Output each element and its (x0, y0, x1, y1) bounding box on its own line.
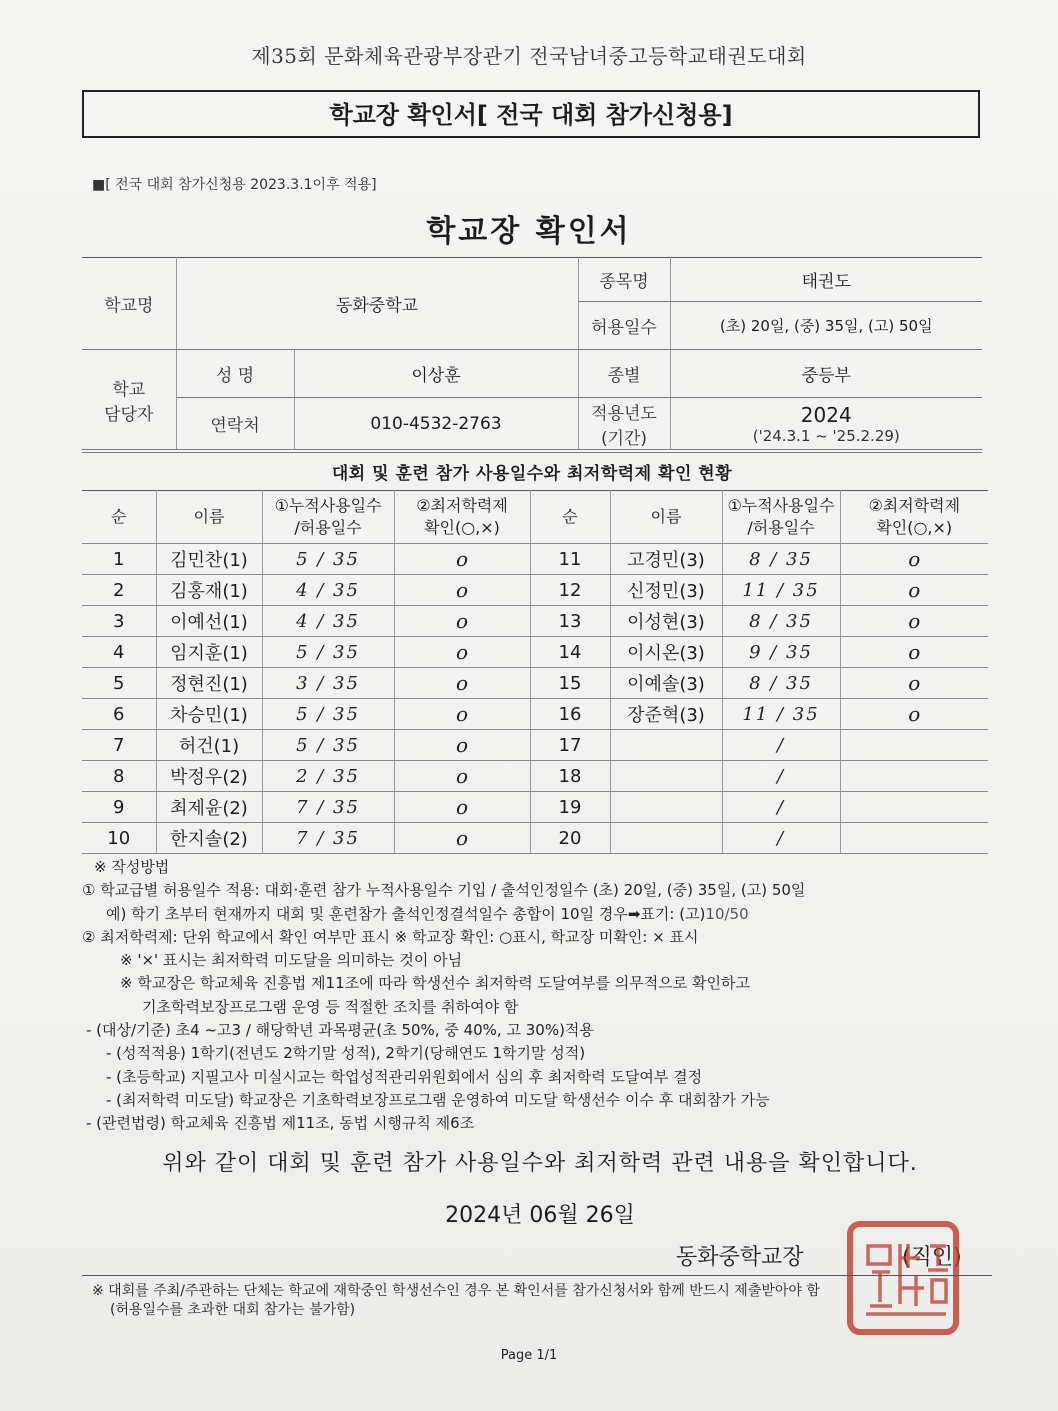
row-no-2: 12 (530, 575, 610, 606)
manager-label (82, 350, 176, 450)
col-check-line1: ②최저학력제 (416, 496, 508, 515)
row-days-2: / (722, 823, 840, 854)
check-mark: o (908, 609, 921, 633)
row-check-2 (840, 761, 988, 792)
confirm-date: 2024년 06월 26일 (445, 1203, 635, 1228)
col-check-2-line2: 확인(○,×) (876, 518, 953, 537)
col-check (394, 491, 530, 544)
row-days-2: / (722, 761, 840, 792)
row-check-2 (840, 544, 988, 575)
row-name: 박정우(2) (156, 761, 262, 792)
row-check (394, 761, 530, 792)
row-no: 6 (82, 699, 156, 730)
row-check-2 (840, 606, 988, 637)
method-line-11: - (관련법령) 학교체육 진흥법 제11조, 동법 시행규칙 제6조 (86, 1114, 475, 1133)
method-heading: ※ 작성방법 (94, 858, 170, 876)
row-check-2 (840, 823, 988, 854)
col-days-line2: /허용일수 (294, 518, 362, 537)
row-name: 최제윤(2) (156, 792, 262, 823)
row-no-2: 15 (530, 668, 610, 699)
check-mark: o (908, 547, 921, 571)
row-check-2 (840, 699, 988, 730)
col-name: 이름 (156, 491, 262, 544)
row-check-2 (840, 668, 988, 699)
box-title: 학교장 확인서[ 전국 대회 참가신청용] (82, 90, 980, 138)
check-mark: o (455, 609, 469, 633)
check-mark: o (908, 640, 921, 664)
name-value: 이상훈 (294, 350, 578, 398)
row-no: 8 (82, 761, 156, 792)
row-days-2: / (722, 792, 840, 823)
row-no-2: 19 (530, 792, 610, 823)
contact-label: 연락처 (176, 398, 294, 450)
row-days: 5 / 35 (262, 637, 394, 668)
row-check-2 (840, 575, 988, 606)
writing-method (82, 856, 982, 1136)
roster-table (82, 490, 988, 854)
row-days: 4 / 35 (262, 575, 394, 606)
table-row (82, 575, 988, 606)
method-line-8: - (성적적용) 1학기(전년도 2학기말 성적), 2학기(당해연도 1학기말 성적) (106, 1044, 586, 1063)
method-line-2-example: 10/50 (705, 904, 749, 923)
method-line-9: - (초등학교) 지필고사 미실시교는 학업성적관리위원회에서 심의 후 최저학력 도달여부 결정 (106, 1067, 703, 1086)
row-days: 7 / 35 (262, 792, 394, 823)
school-seal-stamp (842, 1218, 964, 1338)
row-name: 이예선(1) (156, 606, 262, 637)
check-mark: o (455, 733, 469, 757)
col-check-2-line1: ②최저학력제 (868, 496, 961, 515)
division-label: 종별 (578, 350, 670, 398)
row-no: 7 (82, 730, 156, 761)
method-line-5: ※ 학교장은 학교체육 진흥법 제11조에 따라 학생선수 최저학력 도달여부를 의무적으로 확인하고 (120, 974, 750, 993)
row-check (394, 730, 530, 761)
check-mark: o (455, 671, 469, 695)
year-label-line2: (기간) (600, 428, 648, 449)
row-name-2: 고경민(3) (610, 544, 722, 575)
check-mark: o (908, 702, 921, 726)
col-no-2: 순 (530, 491, 610, 544)
method-line-7: - (대상/기준) 초4 ~고3 / 해당학년 과목평균(초 50%, 중 40%, 고 30%)적용 (86, 1021, 594, 1040)
row-no: 9 (82, 792, 156, 823)
row-check-2 (840, 792, 988, 823)
row-days: 5 / 35 (262, 730, 394, 761)
row-check (394, 637, 530, 668)
row-no: 3 (82, 606, 156, 637)
check-mark: o (455, 547, 469, 571)
check-mark: o (455, 578, 469, 602)
row-name: 임지훈(1) (156, 637, 262, 668)
school-info-table (82, 257, 982, 450)
table-row (82, 637, 988, 668)
row-no-2: 13 (530, 606, 610, 637)
sport-value: 태권도 (670, 258, 982, 302)
row-days-2: 11 / 35 (722, 575, 840, 606)
apply-note: ■[ 전국 대회 참가신청용 2023.3.1이후 적용] (92, 177, 377, 193)
period-value: ('24.3.1 ~ '25.2.29) (752, 426, 900, 445)
check-mark: o (455, 702, 469, 726)
row-name: 허건(1) (156, 730, 262, 761)
row-name: 김민찬(1) (156, 544, 262, 575)
row-name: 차승민(1) (156, 699, 262, 730)
sport-label: 종목명 (578, 258, 670, 302)
row-name: 김홍재(1) (156, 575, 262, 606)
table-row (82, 761, 988, 792)
school-label: 학교명 (82, 258, 176, 350)
row-check (394, 823, 530, 854)
table-row (82, 823, 988, 854)
method-line-6: 기초학력보장프로그램 운영 등 적절한 조치를 취하여야 함 (142, 997, 519, 1016)
row-days: 2 / 35 (262, 761, 394, 792)
confirm-statement: 위와 같이 대회 및 훈련 참가 사용일수와 최저학력 관련 내용을 확인합니다. (162, 1151, 918, 1176)
seal-label: (직인) (902, 1245, 962, 1270)
row-no-2: 16 (530, 699, 610, 730)
row-no-2: 20 (530, 823, 610, 854)
row-no: 4 (82, 637, 156, 668)
document-title: 학교장 확인서 (426, 214, 632, 249)
arrow-icon: ➡ (627, 904, 641, 923)
check-mark: o (455, 826, 469, 850)
row-name: 한지솔(2) (156, 823, 262, 854)
check-mark: o (908, 671, 921, 695)
row-days-2: 8 / 35 (722, 606, 840, 637)
page-number: Page 1/1 (500, 1348, 558, 1363)
row-name-2 (610, 730, 722, 761)
row-name-2: 이예솔(3) (610, 668, 722, 699)
row-days: 5 / 35 (262, 699, 394, 730)
row-days-2: 8 / 35 (722, 544, 840, 575)
method-line-2-suffix: 표기: (고) (640, 904, 706, 923)
row-days-2: / (722, 730, 840, 761)
method-line-2 (82, 903, 982, 926)
table-row (82, 606, 988, 637)
col-check-line2: 확인(○,×) (424, 518, 500, 537)
signer-name: 동화중학교장 (676, 1245, 804, 1270)
footer-note (92, 1282, 820, 1320)
col-days-2 (722, 491, 840, 544)
row-days-2: 8 / 35 (722, 668, 840, 699)
col-no: 순 (82, 491, 156, 544)
row-name-2: 신정민(3) (610, 575, 722, 606)
method-line-10: - (최저학력 미도달) 학교장은 기초학력보장프로그램 운영하여 미도달 학생선수 이수 후 대회참가 가능 (106, 1090, 770, 1109)
row-days: 7 / 35 (262, 823, 394, 854)
row-check (394, 544, 530, 575)
row-name: 정현진(1) (156, 668, 262, 699)
row-days: 3 / 35 (262, 668, 394, 699)
row-no: 2 (82, 575, 156, 606)
row-name-2: 이성현(3) (610, 606, 722, 637)
row-no-2: 14 (530, 637, 610, 668)
row-name-2 (610, 823, 722, 854)
row-no-2: 18 (530, 761, 610, 792)
name-label: 성 명 (176, 350, 294, 398)
row-name-2: 장준혁(3) (610, 699, 722, 730)
year-value: 2024 (800, 402, 852, 427)
col-days-line1: ①누적사용일수 (274, 496, 382, 515)
roster-header-row (82, 491, 988, 544)
row-check (394, 668, 530, 699)
col-check-2 (840, 491, 988, 544)
check-mark: o (455, 640, 469, 664)
row-no-2: 17 (530, 730, 610, 761)
row-no: 10 (82, 823, 156, 854)
row-name-2 (610, 792, 722, 823)
col-days-2-line2: /허용일수 (747, 518, 815, 537)
school-value: 동화중학교 (176, 258, 578, 350)
method-line-3: ② 최저학력제: 단위 학교에서 확인 여부만 표시 ※ 학교장 확인: ○표시, 학교장 미확인: × 표시 (82, 927, 699, 946)
row-check (394, 606, 530, 637)
row-no: 5 (82, 668, 156, 699)
footer-divider (82, 1275, 992, 1276)
event-title: 제35회 문화체육관광부장관기 전국남녀중고등학교태권도대회 (251, 44, 807, 68)
allow-value: (초) 20일, (중) 35일, (고) 50일 (670, 302, 982, 350)
row-check (394, 575, 530, 606)
row-check (394, 699, 530, 730)
manager-label-line2: 담당자 (104, 404, 154, 425)
row-days-2: 11 / 35 (722, 699, 840, 730)
footer-note-line2: (허용일수를 초과한 대회 참가는 불가함) (110, 1302, 356, 1318)
table-row (82, 668, 988, 699)
row-check-2 (840, 637, 988, 668)
method-line-2-text: 예) 학기 초부터 현재까지 대회 및 훈련참가 출석인정결석일수 총합이 10일 경우 (106, 904, 628, 923)
row-no: 1 (82, 544, 156, 575)
allow-label: 허용일수 (578, 302, 670, 350)
row-name-2: 이시온(3) (610, 637, 722, 668)
check-mark: o (455, 764, 469, 788)
table-row (82, 730, 988, 761)
year-label-line1: 적용년도 (591, 403, 657, 424)
check-mark: o (908, 578, 921, 602)
col-days (262, 491, 394, 544)
row-check-2 (840, 730, 988, 761)
check-mark: o (455, 795, 469, 819)
row-no-2: 11 (530, 544, 610, 575)
year-cell (670, 398, 982, 450)
year-label (578, 398, 670, 450)
table-row (82, 792, 988, 823)
division-value: 중등부 (670, 350, 982, 398)
contact-value: 010-4532-2763 (294, 398, 578, 450)
col-name-2: 이름 (610, 491, 722, 544)
manager-label-line1: 학교 (112, 379, 146, 400)
col-days-2-line1: ①누적사용일수 (727, 496, 835, 515)
table-row (82, 699, 988, 730)
row-check (394, 792, 530, 823)
footer-note-line1: ※ 대회를 주최/주관하는 단체는 학교에 재학중인 학생선수인 경우 본 확인서를 참가신청서와 함께 반드시 제출받아야 함 (92, 1283, 820, 1299)
table-row (82, 544, 988, 575)
row-days: 4 / 35 (262, 606, 394, 637)
row-days: 5 / 35 (262, 544, 394, 575)
row-days-2: 9 / 35 (722, 637, 840, 668)
method-line-4: ※ '×' 표시는 최저학력 미도달을 의미하는 것이 아님 (120, 951, 463, 970)
method-line-1: ① 학교급별 허용일수 적용: 대회·훈련 참가 누적사용일수 기입 / 출석인정일수 (초) 20일, (중) 35일, (고) 50일 (82, 881, 806, 900)
row-name-2 (610, 761, 722, 792)
roster-section-title: 대회 및 훈련 참가 사용일수와 최저학력제 확인 현황 (82, 452, 982, 484)
